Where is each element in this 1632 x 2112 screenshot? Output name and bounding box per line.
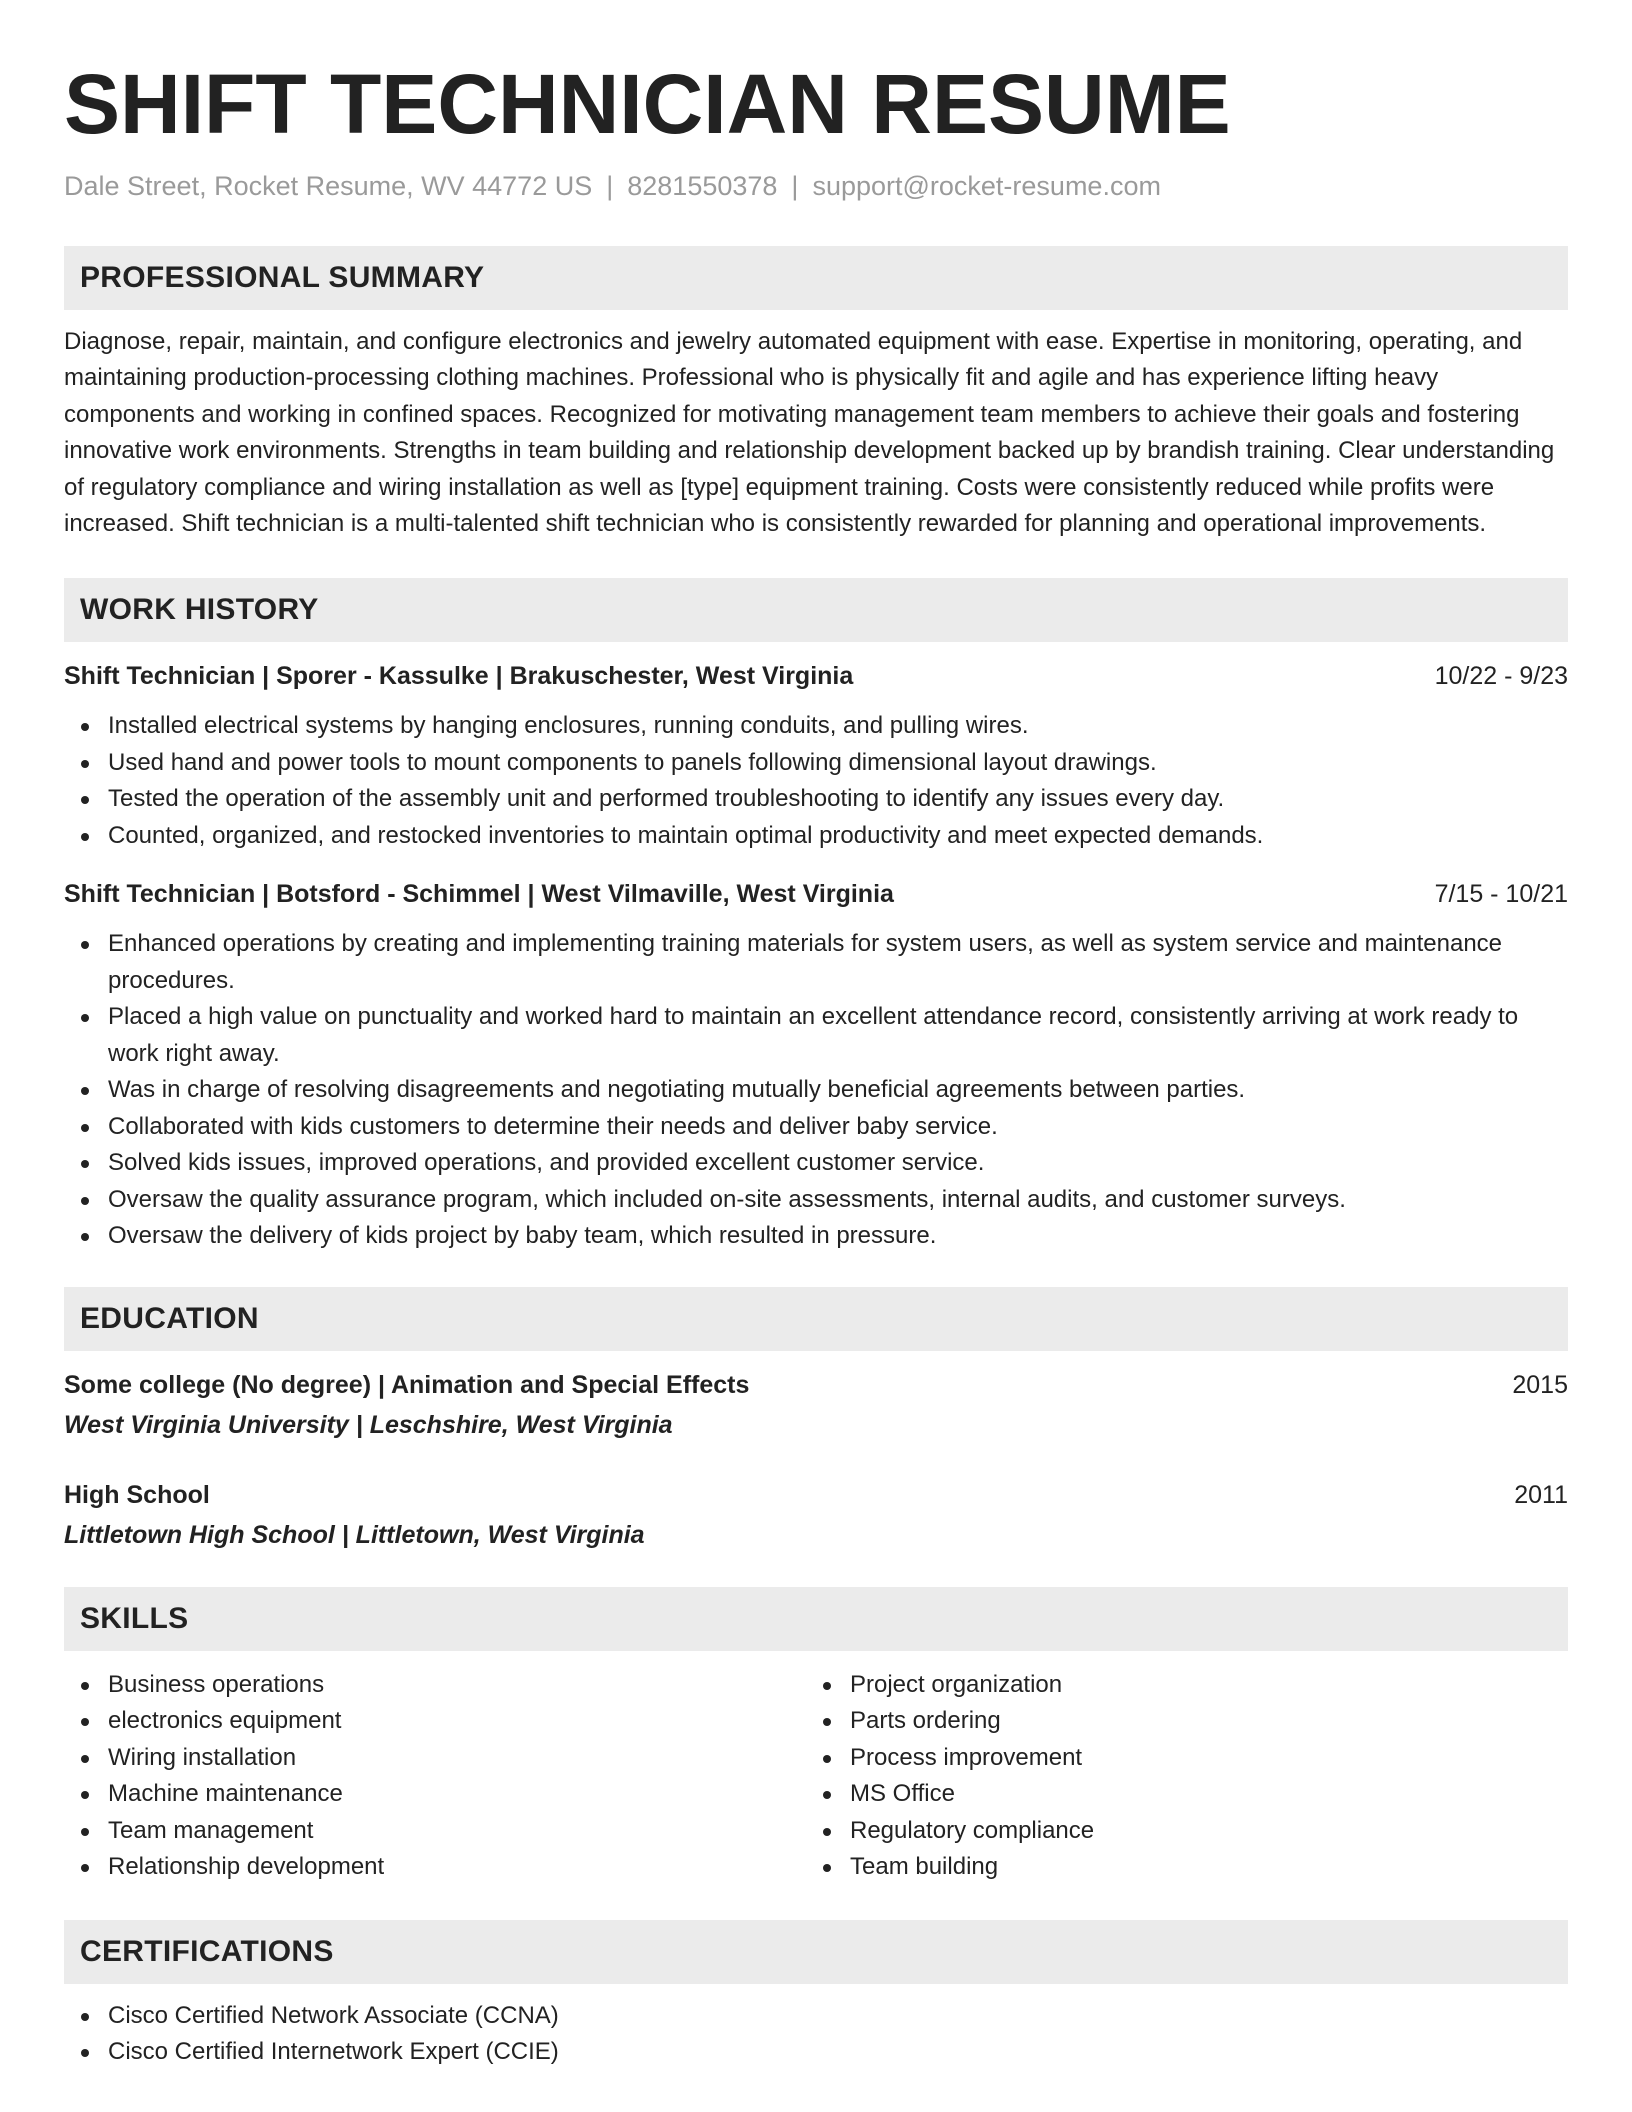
skills-column-right bbox=[806, 1667, 1548, 1886]
section-header-work-history: WORK HISTORY bbox=[64, 578, 1568, 642]
list-item: Process improvement bbox=[806, 1740, 1548, 1777]
education-title: Some college (No degree) | Animation and Special Effects bbox=[64, 1370, 750, 1399]
list-item: Wiring installation bbox=[64, 1740, 806, 1777]
job-bullets bbox=[64, 926, 1568, 1255]
contact-separator: | bbox=[791, 171, 799, 201]
list-item: electronics equipment bbox=[64, 1703, 806, 1740]
job-entry bbox=[64, 658, 1568, 854]
section-header-summary: PROFESSIONAL SUMMARY bbox=[64, 246, 1568, 310]
summary-text: Diagnose, repair, maintain, and configure electronics and jewelry automated equipment with ease. Expertise in monitoring, operating, and maintaining production-processing clothing machines. Professional who is physically fit and agile and has experience lifting heavy components and working in confined spaces. Recognized for motivating management team members to achieve their goals and fostering innovative work environments. Strengths in team building and relationship development backed up by brandish training. Clear understanding of regulatory compliance and wiring installation as well as [type] equipment training. Costs were consistently reduced while profits were increased. Shift technician is a multi-talented shift technician who is consistently rewarded for planning and operational improvements. bbox=[64, 328, 1555, 538]
skills-column-left bbox=[64, 1667, 806, 1886]
education-school: West Virginia University | Leschshire, West Virginia bbox=[64, 1410, 673, 1439]
contact-separator: | bbox=[606, 171, 614, 201]
education-entry bbox=[64, 1477, 1568, 1553]
resume-page bbox=[64, 0, 1568, 2071]
contact-line bbox=[64, 168, 1568, 204]
list-item: Relationship development bbox=[64, 1849, 806, 1886]
list-item: Tested the operation of the assembly unit and performed troubleshooting to identify any issues every day. bbox=[64, 781, 1568, 818]
list-item: Used hand and power tools to mount components to panels following dimensional layout drawings. bbox=[64, 745, 1568, 782]
resume-title: SHIFT TECHNICIAN RESUME bbox=[64, 57, 1231, 151]
list-item: Cisco Certified Internetwork Expert (CCIE) bbox=[64, 2034, 1568, 2071]
job-bullets bbox=[64, 708, 1568, 854]
education-entry bbox=[64, 1367, 1568, 1443]
list-item: Placed a high value on punctuality and worked hard to maintain an excellent attendance record, consistently arriving at work ready to work right away. bbox=[64, 999, 1568, 1072]
list-item: Installed electrical systems by hanging enclosures, running conduits, and pulling wires. bbox=[64, 708, 1568, 745]
list-item: Enhanced operations by creating and implementing training materials for system users, as well as system service and maintenance procedures. bbox=[64, 926, 1568, 999]
education-title: High School bbox=[64, 1480, 210, 1509]
job-date: 7/15 - 10/21 bbox=[1434, 880, 1568, 909]
job-date: 10/22 - 9/23 bbox=[1434, 662, 1568, 691]
job-title: Shift Technician | Botsford - Schimmel | West Vilmaville, West Virginia bbox=[64, 880, 894, 909]
list-item: Business operations bbox=[64, 1667, 806, 1704]
education-header bbox=[64, 1477, 1568, 1513]
education-date: 2015 bbox=[1512, 1370, 1568, 1399]
certifications-list bbox=[64, 1998, 1568, 2071]
list-item: Parts ordering bbox=[806, 1703, 1548, 1740]
list-item: Counted, organized, and restocked inventories to maintain optimal productivity and meet expected demands. bbox=[64, 818, 1568, 855]
list-item: Regulatory compliance bbox=[806, 1813, 1548, 1850]
job-entry bbox=[64, 876, 1568, 1255]
contact-email: support@rocket-resume.com bbox=[812, 171, 1161, 201]
education-date: 2011 bbox=[1514, 1480, 1568, 1509]
list-item: Oversaw the delivery of kids project by baby team, which resulted in pressure. bbox=[64, 1218, 1568, 1255]
contact-address: Dale Street, Rocket Resume, WV 44772 US bbox=[64, 171, 593, 201]
list-item: Was in charge of resolving disagreements and negotiating mutually beneficial agreements between parties. bbox=[64, 1072, 1568, 1109]
skills-grid bbox=[64, 1667, 1568, 1886]
list-item: Solved kids issues, improved operations, and provided excellent customer service. bbox=[64, 1145, 1568, 1182]
section-header-certifications: CERTIFICATIONS bbox=[64, 1920, 1568, 1984]
list-item: Machine maintenance bbox=[64, 1776, 806, 1813]
list-item: Team building bbox=[806, 1849, 1548, 1886]
education-school: Littletown High School | Littletown, West Virginia bbox=[64, 1520, 645, 1549]
list-item: MS Office bbox=[806, 1776, 1548, 1813]
section-header-education: EDUCATION bbox=[64, 1287, 1568, 1351]
list-item: Oversaw the quality assurance program, which included on-site assessments, internal audits, and customer surveys. bbox=[64, 1182, 1568, 1219]
contact-phone: 8281550378 bbox=[627, 171, 778, 201]
list-item: Cisco Certified Network Associate (CCNA) bbox=[64, 1998, 1568, 2035]
job-title: Shift Technician | Sporer - Kassulke | Brakuschester, West Virginia bbox=[64, 662, 854, 691]
education-header bbox=[64, 1367, 1568, 1403]
list-item: Team management bbox=[64, 1813, 806, 1850]
section-header-skills: SKILLS bbox=[64, 1587, 1568, 1651]
job-header bbox=[64, 876, 1568, 912]
job-header bbox=[64, 658, 1568, 694]
list-item: Collaborated with kids customers to determine their needs and deliver baby service. bbox=[64, 1109, 1568, 1146]
list-item: Project organization bbox=[806, 1667, 1548, 1704]
